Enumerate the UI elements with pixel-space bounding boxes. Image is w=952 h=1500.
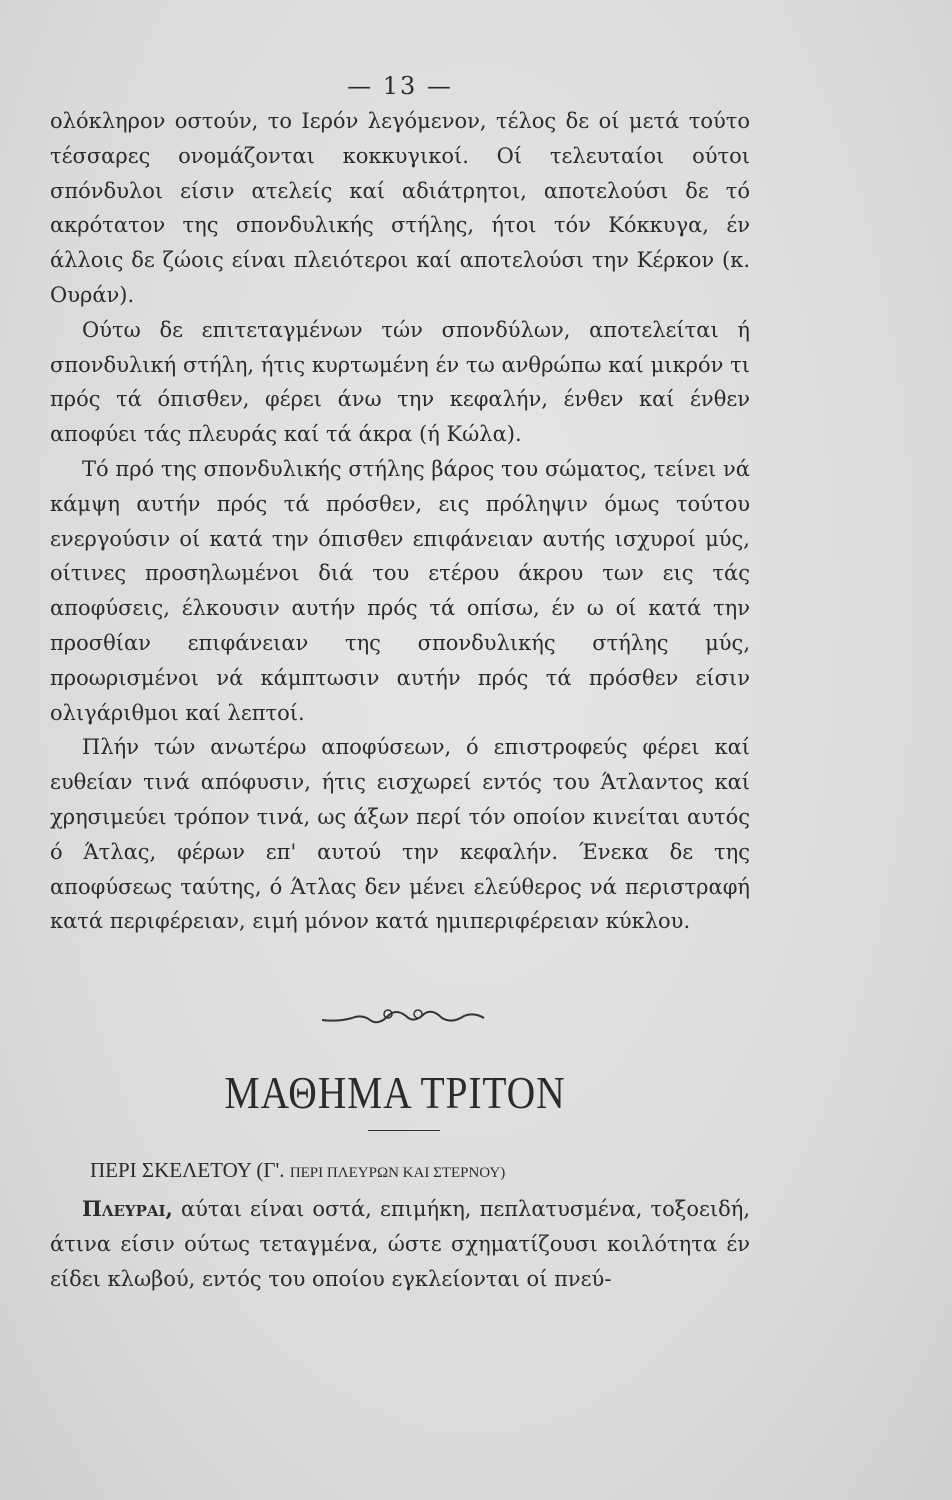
page-number: — 13 — [347,72,453,100]
paragraph-lead-word: Πλευραι, [82,1196,173,1221]
body-text [50,104,750,939]
section-heading-main: ΠΕΡΙ ΣΚΕΛΕΤΟΥ (Γ'. [90,1158,285,1182]
section-heading [90,1158,770,1183]
body-text-continued [50,1192,750,1296]
paragraph: Πλήν τών ανωτέρω αποφύσεων, ό επιστροφεύς φέρει καί ευθείαν τινά απόφυσιν, ήτις εισχωρεί εντός του Άτλαντος καί χρησιμεύει τρόπον τινά, ως άξων περί τόν οποίον κινείται αυτός ό Άτλας, φέρων επ' αυτού την κεφαλήν. Ένεκα δε της αποφύσεως ταύτης, ό Άτλας δεν μένει ελεύθερος νά περιστραφή κατά περιφέρειαν, ειμή μόνον κατά ημιπεριφέρειαν κύκλου. [50,735,750,934]
ornament-divider-icon [318,1000,488,1030]
paragraph [50,1192,750,1296]
title-rule [368,1130,440,1131]
lesson-title: ΜΑΘΗΜΑ ΤΡΙΤΟΝ [224,1067,566,1118]
paragraph: Ούτω δε επιτεταγμένων τών σπονδύλων, αποτελείται ή σπονδυλική στήλη, ήτις κυρτωμένη έν τω ανθρώπω καί μικρόν τι πρός τά όπισθεν, φέρει άνω την κεφαλήν, ένθεν καί ένθεν αποφύει τάς πλευράς καί τά άκρα (ή Κώλα). [50,317,750,447]
paragraph: Τό πρό της σπονδυλικής στήλης βάρος του σώματος, τείνει νά κάμψη αυτήν πρός τά πρόσθεν, εις πρόληψιν όμως τούτου ενεργούσιν οί κατά την όπισθεν επιφάνειαν αυτής ισχυροί μύς, οίτινες προσηλωμένοι διά του ετέρου άκρου των εις τάς αποφύσεις, έλκουσιν αυτήν πρός τά οπίσω, έν ω οί κατά την προσθίαν επιφάνειαν της σπονδυλικής στήλης μύς, προωρισμένοι νά κάμπτωσιν αυτήν πρός τά πρόσθεν είσιν ολιγάριθμοι καί λεπτοί. [50,456,750,725]
paragraph: ολόκληρον οστούν, το Ιερόν λεγόμενον, τέλος δε οί μετά τούτο τέσσαρες ονομάζονται κοκκυγικοί. Οί τελευταίοι ούτοι σπόνδυλοι είσιν ατελείς καί αδιάτρητοι, αποτελούσι δε τό ακρότατον της σπονδυλικής στήλης, ήτοι τόν Κόκκυγα, έν άλλοις δε ζώοις είναι πλειότεροι καί αποτελούσι την Κέρκον (κ. Ουράν). [50,109,750,307]
paragraph-text: αύται είναι οστά, επιμήκη, πεπλατυσμένα, τοξοειδή, άτινα είσιν ούτως τεταγμένα, ώστε σχηματίζουσι κοιλότητα έν είδει κλωβού, εντός του οποίου εγκλείονται οί πνεύ- [50,1197,750,1291]
section-heading-sub: ΠΕΡΙ ΠΛΕΥΡΩΝ ΚΑΙ ΣΤΕΡΝΟΥ) [289,1165,506,1181]
